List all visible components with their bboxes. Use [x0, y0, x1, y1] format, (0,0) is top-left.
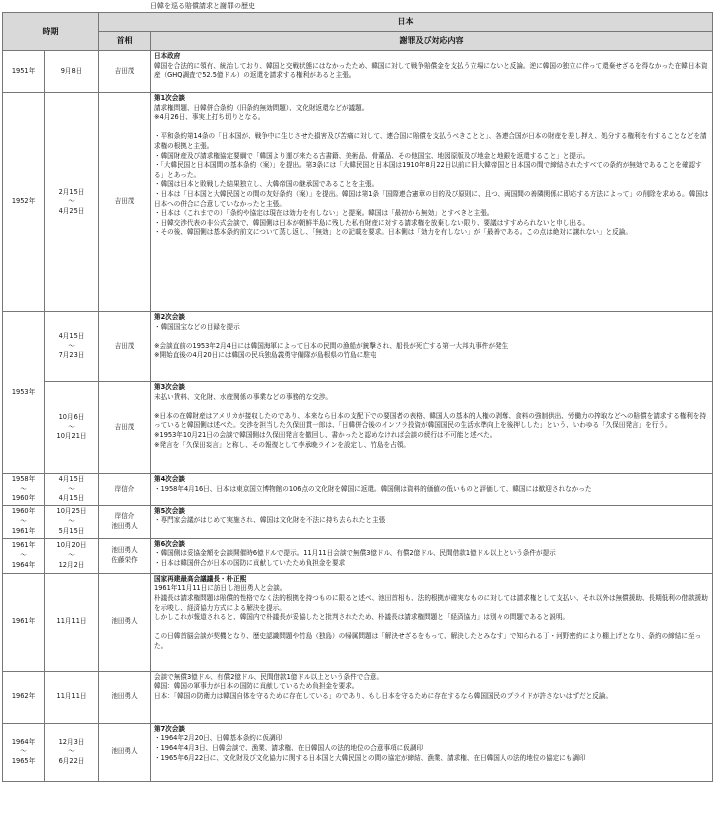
year-cell: 1961年: [3, 573, 45, 671]
date-cell: 12月3日 ～ 6月22日: [45, 723, 99, 781]
pm-cell: 池田勇人: [99, 723, 151, 781]
date-cell: 10月20日 ～ 12月2日: [45, 538, 99, 573]
pm-cell: 池田勇人 佐藤栄作: [99, 538, 151, 573]
content-cell: [151, 671, 713, 723]
content-line: ・日本は「日本国と大韓民国との間の友好条約（案）」を提出。韓国は第1条「国際連合憲章の目的及び原則に、且つ、両国間の善隣関係に即応する方法によって」の削除を求める。韓国は日本への併合に合意していなかったと主張。: [154, 189, 709, 208]
date-cell: 10月25日 ～ 5月15日: [45, 505, 99, 538]
table-row: [3, 505, 713, 538]
content-line: ・韓国国宝などの目録を提示: [154, 322, 240, 331]
history-table: [2, 12, 713, 782]
content-line: 会談で無償3億ドル、有償2億ドル、民間借款1億ドル以上という条件で合意。: [154, 672, 384, 681]
content-line: ・1958年4月16日、日本は東京国立博物館の106点の文化財を韓国に返還。韓国側は資料的価値の低いものと評価して、韓国には歓迎されなかった: [154, 484, 592, 493]
table-row: [3, 538, 713, 573]
content-cell: [151, 723, 713, 781]
content-line: しかしこれが報道されると、韓国内で朴議長が妥協したと批判されたため、朴議長は請求権問題と「経済協力」は別々の問題であると説明。: [154, 613, 570, 622]
section-heading: 第7次会談: [154, 724, 185, 733]
section-heading: 第1次会談: [154, 94, 185, 102]
content-line: ・1964年2月20日、日韓基本条約に仮調印: [154, 734, 283, 743]
spacer: [154, 402, 709, 412]
date-cell: 11月11日: [45, 573, 99, 671]
content-line: ・専門家会議がはじめて実施され、韓国は文化財を不法に持ち去られたと主張: [154, 516, 386, 525]
content-line: 韓国：韓国の軍事力が日本の国防に貢献しているため負担金を要求。: [154, 682, 359, 691]
section-heading: 日本政府: [154, 52, 181, 60]
content-cell: [151, 312, 713, 382]
content-line: ※会談直前の1953年2月4日には韓国海軍によって日本の民間の漁船が銃撃され、船長が死亡する第一大邦丸事件が発生: [154, 341, 509, 350]
section-heading: 第2次会談: [154, 313, 185, 321]
header-pm: 首相: [99, 32, 151, 51]
table-caption: 日韓を巡る賠償請求と謝罪の歴史: [150, 2, 255, 10]
table-row: [3, 382, 713, 474]
content-line: ・韓国は日本と敗戦した結果独立し、大韓帝国の継承国であることを主張。: [154, 180, 379, 189]
content-line: 未払い賃料、文化財、水産関係の事業などの事務的な交渉。: [154, 392, 333, 401]
spacer: [154, 332, 709, 342]
table-row: [3, 671, 713, 723]
content-line: 請求権問題、日韓併合条約（旧条約無効問題）、文化財返還などが議題。: [154, 103, 369, 112]
content-line: 韓国を合法的に領有、統治しており、韓国と交戦状態にはなかったため、韓国に対して戦争賠償金を支払う立場にないと反論。逆に韓国の独立に伴って還棄せざるを得なかった在韓日本資産（GHQ調査で52.5億ドル）の返還を請求する権利があると主張。: [154, 61, 708, 80]
section-heading: 第5次会談: [154, 506, 185, 515]
table-row: [3, 723, 713, 781]
content-line: ・韓国財産及び請求権協定要綱で「韓国より運び来たる古書籍、美術品、骨董品、その他国宝、地図原版及び地金と地銀を返還すること」と提示。: [154, 151, 590, 160]
content-line: 朴議長は請求権問題は賠償的性格でなく法的根拠を持つものに限ると述べ、池田首相も、法的根拠が確実なものに対しては請求権として支払い、それ以外は無償援助、長期低利の借款援助を示唆し、経済協力方式による解決を提示。: [154, 593, 708, 612]
date-cell: 4月15日 ～ 4月15日: [45, 474, 99, 506]
content-line: ・平和条約第14条の「日本国が、戦争中に生じさせた損害及び苦痛に対して、連合国に賠償を支払うべきことと」、各連合国が日本の財産を差し押え、処分する権利を有することなどを請求権の根拠と主張。: [154, 132, 707, 150]
header-content: 謝罪及び対応内容: [151, 32, 713, 51]
pm-cell: 池田勇人: [99, 671, 151, 723]
content-line: ・日本は韓国併合が日本の国防に貢献していたため負担金を要求: [154, 558, 346, 567]
date-cell: 2月15日 ～ 4月25日: [45, 93, 99, 312]
content-cell: [151, 573, 713, 671]
pm-cell: 吉田茂: [99, 312, 151, 382]
content-line: ・1964年4月3日、日韓会談で、漁業、請求権、在日韓国人の法的地位の合意事項に仮調印: [154, 743, 424, 752]
table-row: [3, 573, 713, 671]
spacer: [154, 123, 709, 133]
table-body: [3, 51, 713, 782]
spacer: [154, 623, 709, 633]
content-line: 1961年11月11日に訪日し池田勇人と会談。: [154, 584, 287, 593]
content-line: ※日本の在韓財産はアメリカが接収したのであり、本来なら日本の支配下での要国者の表格、韓国人の基本的人権の剥奪、食料の強制供出、労働力の搾取などへの賠償を請求する権利を持っていると韓国側は述べた。交渉を担当した久保田貫一郎は、「日韓併合後のインフラ投資が韓国国民の生活水準向上を後押しした」という、いわゆる「久保田発言」を行う。: [154, 411, 707, 430]
header-period: 時期: [3, 13, 99, 51]
content-cell: [151, 51, 713, 93]
pm-cell: 岸信介 池田勇人: [99, 505, 151, 538]
section-heading: 国家再建最高会議議長・朴正熙: [154, 574, 247, 583]
pm-cell: 吉田茂: [99, 382, 151, 474]
content-line: ・1965年6月22日に、文化財及び文化協力に関する日本国と大韓民国との間の協定が締結、漁業、請求権、在日韓国人の法的地位の協定にも調印: [154, 753, 586, 762]
content-line: ・その後、韓国側は基本条約前文について蒸し返し、「無効」との記載を要求。日本側は「効力を有しない」が「最善である。この点は絶対に譲れない」と反論。: [154, 228, 632, 237]
content-line: ※発言を「久保田妄言」と称し、その報復として李承晩ラインを設定し、竹島を占領。: [154, 440, 410, 449]
date-cell: 4月15日 ～ 7月23日: [45, 312, 99, 382]
year-cell: 1962年: [3, 671, 45, 723]
pm-cell: 吉田茂: [99, 93, 151, 312]
year-cell: 1964年 ～ 1965年: [3, 723, 45, 781]
year-cell: 1958年 ～ 1960年: [3, 474, 45, 506]
content-cell: [151, 93, 713, 312]
year-cell: 1953年: [3, 312, 45, 474]
date-cell: 10月6日 ～ 10月21日: [45, 382, 99, 474]
pm-cell: 吉田茂: [99, 51, 151, 93]
content-line: ・日本は（これまでの）「条約や協定は現在は効力を有しない」と提案。韓国は「最初から無効」とすべきと主張。: [154, 209, 494, 218]
content-line: ※1953年10月21日の会談で韓国側は久保田発言を撤回し、書かったと認めなければ会談の続行は不可能と述べた。: [154, 430, 497, 439]
year-cell: 1952年: [3, 93, 45, 312]
date-cell: 9月8日: [45, 51, 99, 93]
content-line: ・「大韓民国と日本国間の基本条約（案）」を提出。第3条には「大韓民国と日本国は1910年8月22日以前に旧大韓帝国と日本国の間で締結されたすべての条約が無効であることを確認する」とあった。: [154, 161, 702, 179]
content-line: 日本：「韓国の防衛力は韓国自体を守るために存在している」のであり、もし日本を守るために存在するなら韓国国民のプライドが許さないはずだと反論。: [154, 691, 613, 700]
content-cell: [151, 538, 713, 573]
table-row: [3, 93, 713, 312]
table-row: [3, 474, 713, 506]
pm-cell: 池田勇人: [99, 573, 151, 671]
content-cell: [151, 382, 713, 474]
section-heading: 第6次会談: [154, 539, 185, 548]
section-heading: 第3次会談: [154, 383, 185, 391]
header-japan: 日本: [99, 13, 713, 32]
content-cell: [151, 474, 713, 506]
content-line: ※4月26日、事実上打ち切りとなる。: [154, 113, 265, 122]
date-cell: 11月11日: [45, 671, 99, 723]
year-cell: 1961年 ～ 1964年: [3, 538, 45, 573]
content-line: この日韓首脳会談が契機となり、歴史認識問題や竹島（独島）の帰属問題は「解決せざるをもって、解決したとみなす」で知られる丁・河野密約により棚上げとなり、条約の締結に至った。: [154, 632, 702, 650]
table-row: [3, 51, 713, 93]
content-line: ・韓国側は妥協金額を会談開催時6億ドルで提示。11月11日会談で無償3億ドル、有償2億ドル、民間借款1億ドル以上という条件が提示: [154, 549, 556, 558]
pm-cell: 岸信介: [99, 474, 151, 506]
section-heading: 第4次会談: [154, 475, 185, 483]
table-row: [3, 312, 713, 382]
content-line: ※開始直後の4月20日には韓国の民兵独島義勇守備隊が島根県の竹島に駐屯: [154, 351, 377, 360]
year-cell: 1951年: [3, 51, 45, 93]
content-cell: [151, 505, 713, 538]
content-line: ・日韓交渉代表の非公式会談で、韓国側は日本が朝鮮半島に残した私有財産に対する請求権を放棄しない限り、要議はすすめられないと申し出る。: [154, 218, 590, 227]
year-cell: 1960年 ～ 1961年: [3, 505, 45, 538]
